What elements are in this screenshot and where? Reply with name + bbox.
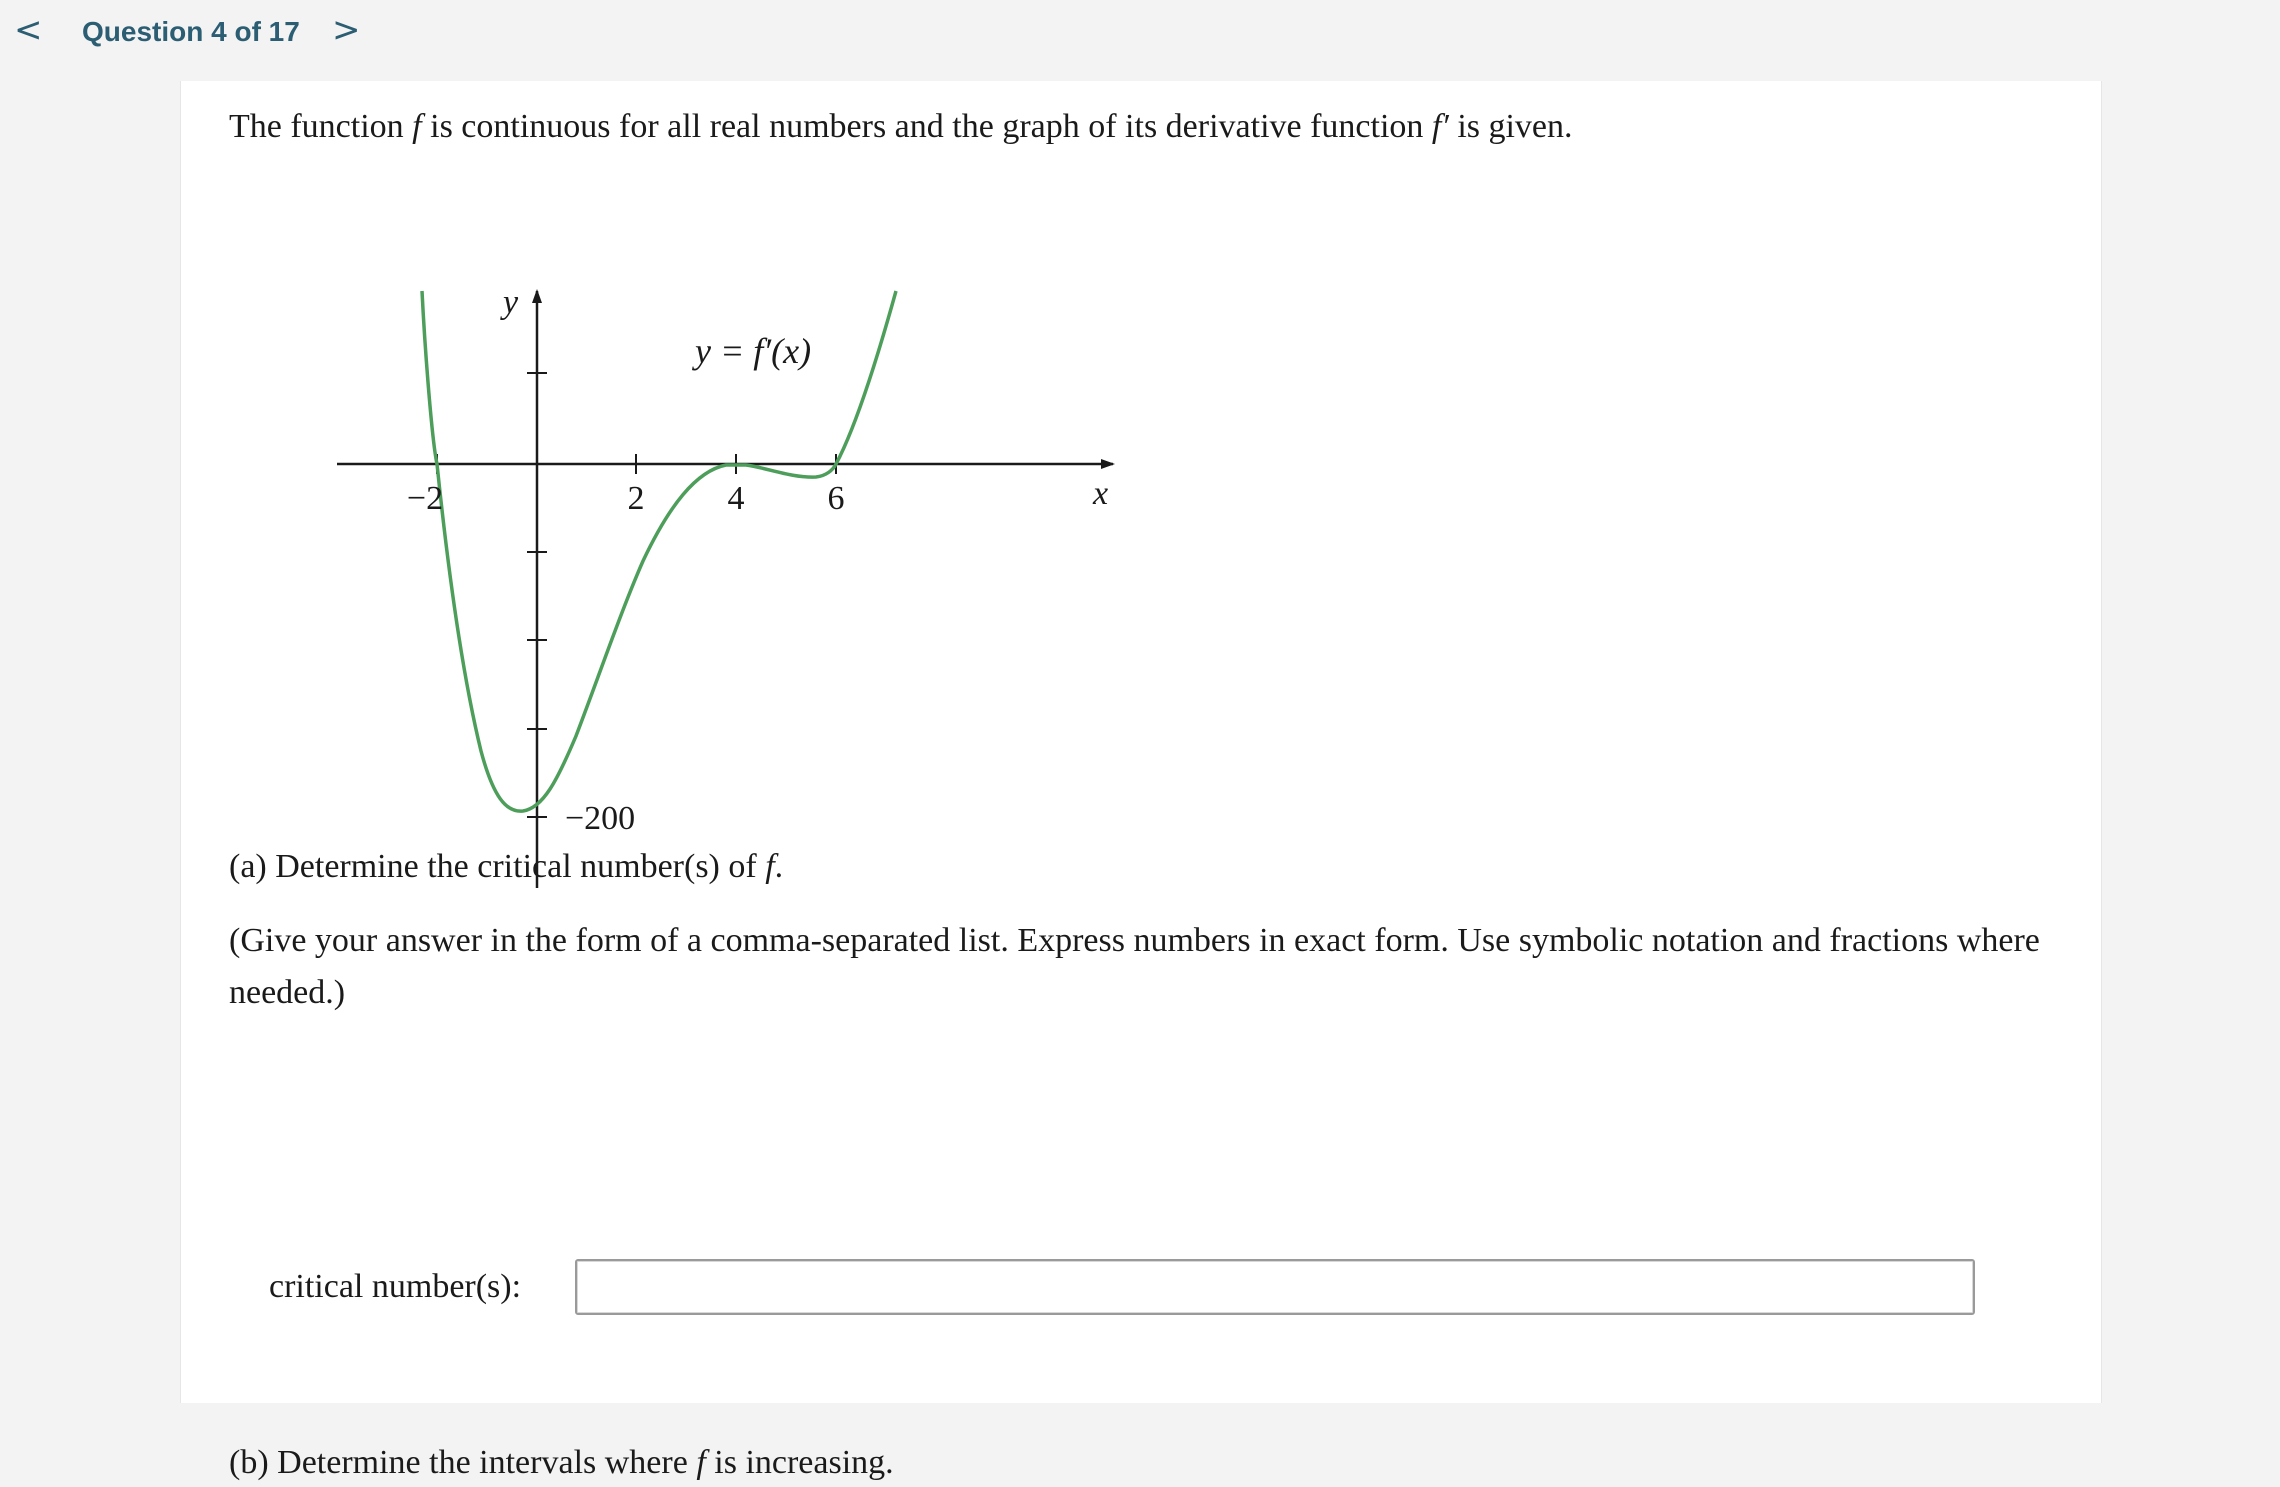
part-a-text: (a) Determine the critical number(s) of xyxy=(229,848,766,885)
part-a-period: . xyxy=(774,848,784,885)
chevron-left-icon[interactable]: < xyxy=(14,10,43,50)
x-tick-label: −2 xyxy=(406,480,444,517)
critical-numbers-label: critical number(s): xyxy=(269,1268,522,1305)
derivative-graph xyxy=(321,191,1141,901)
answer-instructions: (Give your answer in the form of a comma-separated list. Express numbers in exact form. Use symbolic notation and fractions where needed.) xyxy=(229,922,2040,1011)
curve-label: y = f′(x) xyxy=(695,331,812,371)
question-prompt xyxy=(229,103,1573,151)
part-b-text-end: is increasing. xyxy=(705,1444,894,1481)
y-tick-label: −200 xyxy=(565,800,636,837)
prompt-derivative-variable: f′ xyxy=(1431,108,1449,145)
part-a-variable: f xyxy=(765,848,775,885)
part-a-question xyxy=(229,843,783,891)
derivative-curve xyxy=(422,291,896,811)
critical-numbers-input[interactable] xyxy=(575,1259,1975,1315)
question-counter: Question 4 of 17 xyxy=(82,16,300,47)
part-b-question xyxy=(229,1439,894,1487)
x-tick-label: 6 xyxy=(827,480,845,517)
x-tick-label: 2 xyxy=(627,480,645,517)
x-tick-label: 4 xyxy=(727,480,745,517)
prompt-text-middle: is continuous for all real numbers and the graph of its derivative function xyxy=(421,108,1432,145)
question-card xyxy=(180,81,2102,1481)
question-navigation-bar xyxy=(0,0,2280,62)
prompt-text-start: The function xyxy=(229,108,413,145)
chevron-right-icon[interactable]: > xyxy=(332,10,361,50)
part-b-variable: f xyxy=(696,1444,706,1481)
x-axis-label: x xyxy=(1093,475,1109,512)
part-b-text: (b) Determine the intervals where xyxy=(229,1444,697,1481)
prompt-text-end: is given. xyxy=(1448,108,1573,145)
prompt-function-variable: f xyxy=(412,108,422,145)
y-axis-label: y xyxy=(503,284,519,321)
